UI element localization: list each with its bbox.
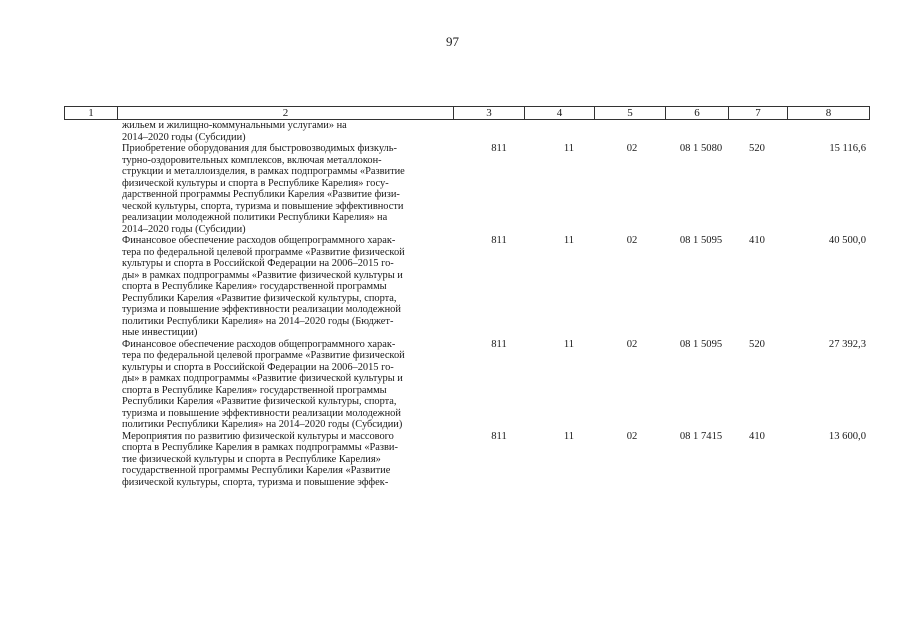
cell-admin-code: 811 bbox=[491, 235, 507, 246]
text-line: ды» в рамках подпрограммы «Развитие физической культуры и bbox=[122, 269, 403, 281]
text-line: ды» в рамках подпрограммы «Развитие физической культуры и bbox=[122, 373, 403, 384]
text-line: тера по федеральной целевой программе «Развитие физической bbox=[122, 246, 405, 258]
cell-section: 11 bbox=[563, 338, 575, 350]
cell-subsection: 02 bbox=[626, 235, 638, 246]
row-description bbox=[122, 143, 452, 235]
text-line: туризма и повышение эффективности реализации молодежной bbox=[122, 407, 401, 419]
cell-target-article: 08 1 5095 bbox=[679, 235, 723, 246]
cell-subsection: 02 bbox=[626, 338, 638, 350]
cell-amount: 15 116,6 bbox=[829, 143, 866, 154]
text-line: 2014–2020 годы (Субсидии) bbox=[122, 131, 246, 143]
cell-admin-code: 811 bbox=[491, 430, 507, 442]
cell-section: 11 bbox=[563, 235, 575, 246]
cell-amount: 13 600,0 bbox=[828, 430, 866, 442]
cell-amount: 27 392,3 bbox=[828, 338, 866, 350]
text-line: политики Республики Карелия» на 2014–2020 годы (Субсидии) bbox=[122, 419, 403, 430]
table-header-row bbox=[64, 106, 870, 120]
text-line: спорта в Республике Карелия» государственной программы bbox=[122, 384, 387, 396]
text-line: Мероприятия по развитию физической культуры и массового bbox=[122, 430, 394, 442]
text-line: тера по федеральной целевой программе «Развитие физической bbox=[122, 350, 405, 361]
text-line: спорта в Республике Карелия» государственной программы bbox=[122, 281, 387, 292]
cell-target-article: 08 1 5095 bbox=[679, 338, 723, 350]
row-description bbox=[122, 431, 452, 489]
text-line: Приобретение оборудования для быстровозводимых физкуль- bbox=[122, 143, 397, 154]
row-description bbox=[122, 339, 452, 431]
text-line: физической культуры, спорта, туризма и повышение эффек- bbox=[122, 476, 389, 488]
cell-expense-type: 520 bbox=[749, 143, 765, 154]
budget-table bbox=[64, 106, 870, 488]
cell-amount: 40 500,0 bbox=[828, 235, 866, 246]
text-line: физической культуры и спорта в Республике Карелия» госу- bbox=[122, 177, 389, 189]
table-row bbox=[64, 235, 870, 339]
cell-subsection: 02 bbox=[626, 143, 638, 154]
text-line: туризма и повышение эффективности реализации молодежной bbox=[122, 304, 401, 315]
continuation-row bbox=[64, 120, 870, 143]
column-header-1: 1 bbox=[88, 107, 94, 119]
text-line: Республики Карелия «Развитие физической культуры, спорта, bbox=[122, 292, 397, 304]
text-line: 2014–2020 годы (Субсидии) bbox=[122, 223, 246, 235]
text-line: реализации молодежной политики Республики Карелия» на bbox=[122, 212, 388, 223]
column-header-2: 2 bbox=[117, 107, 453, 119]
cell-expense-type: 410 bbox=[749, 430, 765, 442]
column-header-5: 5 bbox=[594, 107, 665, 119]
row-description bbox=[122, 235, 452, 339]
text-line: жильем и жилищно-коммунальными услугами» на bbox=[122, 120, 347, 131]
text-line: ческой культуры, спорта, туризма и повышение эффективности bbox=[122, 200, 404, 212]
text-line: турно-оздоровительных комплексов, включая металлокон- bbox=[122, 154, 382, 166]
text-line: культуры и спорта в Российской Федерации на 2006–2015 го- bbox=[122, 258, 394, 269]
column-header-7: 7 bbox=[728, 107, 787, 119]
column-header-6: 6 bbox=[665, 107, 728, 119]
table-body bbox=[64, 120, 870, 488]
text-line: Республики Карелия «Развитие физической культуры, спорта, bbox=[122, 396, 397, 407]
cell-section: 11 bbox=[563, 430, 575, 442]
table-row bbox=[64, 431, 870, 489]
cell-target-article: 08 1 7415 bbox=[679, 430, 723, 442]
continuation-description bbox=[122, 120, 452, 143]
text-line: дарственной программы Республики Карелия «Развитие физи- bbox=[122, 189, 400, 200]
table-row bbox=[64, 339, 870, 431]
cell-admin-code: 811 bbox=[491, 338, 507, 350]
cell-admin-code: 811 bbox=[491, 143, 507, 154]
cell-expense-type: 520 bbox=[749, 338, 765, 350]
column-header-4: 4 bbox=[524, 107, 594, 119]
cell-target-article: 08 1 5080 bbox=[679, 143, 723, 154]
text-line: струкции и металлоизделия, в рамках подпрограммы «Развитие bbox=[122, 166, 405, 177]
text-line: политики Республики Карелия» на 2014–2020 годы (Бюджет- bbox=[122, 315, 394, 327]
cell-subsection: 02 bbox=[626, 430, 638, 442]
column-header-3: 3 bbox=[453, 107, 524, 119]
text-line: тие физической культуры и спорта в Республике Карелия» bbox=[122, 453, 381, 465]
text-line: государственной программы Республики Карелия «Развитие bbox=[122, 465, 391, 476]
text-line: Финансовое обеспечение расходов общепрограммного харак- bbox=[122, 235, 396, 246]
cell-expense-type: 410 bbox=[749, 235, 765, 246]
cell-section: 11 bbox=[563, 143, 575, 154]
column-header-8: 8 bbox=[787, 107, 869, 119]
text-line: культуры и спорта в Российской Федерации на 2006–2015 го- bbox=[122, 361, 394, 373]
text-line: ные инвестиции) bbox=[122, 327, 198, 338]
page-number: 97 bbox=[446, 34, 459, 49]
table-row bbox=[64, 143, 870, 235]
text-line: Финансовое обеспечение расходов общепрограммного харак- bbox=[122, 338, 396, 350]
text-line: спорта в Республике Карелия в рамках подпрограммы «Разви- bbox=[122, 442, 398, 453]
